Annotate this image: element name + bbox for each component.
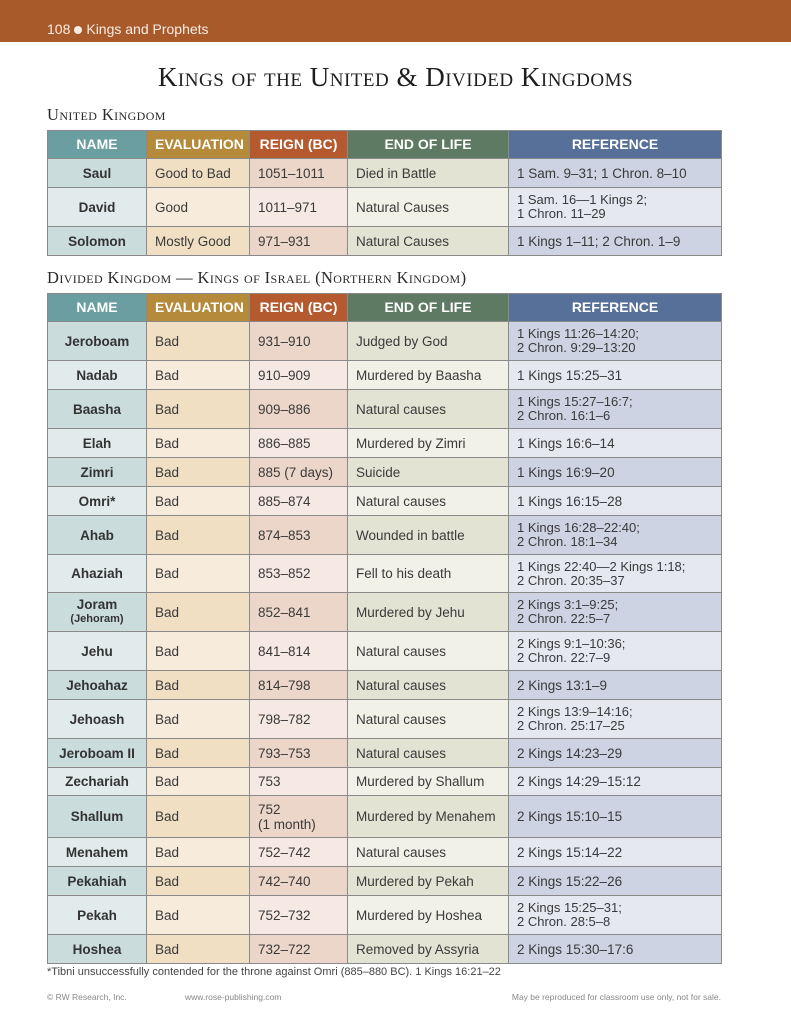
- king-name: Menahem: [65, 844, 129, 860]
- reference-cell: [509, 700, 722, 739]
- reference-line: 2 Chron. 22:7–9: [517, 650, 611, 665]
- king-name-cell: [48, 838, 147, 867]
- end-of-life-text: Natural Causes: [356, 199, 450, 215]
- reference-line: 1 Chron. 11–29: [517, 206, 606, 221]
- reign-text: 909–886: [258, 401, 311, 417]
- table-row: [48, 593, 722, 632]
- reference-cell: [509, 487, 722, 516]
- king-name-cell: [48, 896, 147, 935]
- reign-cell: [250, 458, 348, 487]
- divided-kingdom-table: [47, 293, 722, 964]
- evaluation-cell: [147, 838, 250, 867]
- evaluation-text: Bad: [155, 604, 180, 620]
- end-of-life-cell: [348, 700, 509, 739]
- reference-line: 1 Kings 11:26–14:20;: [517, 326, 639, 341]
- reference-line: 1 Kings 15:25–31: [517, 367, 623, 383]
- king-name: Joram: [76, 597, 118, 612]
- reference-cell: [509, 671, 722, 700]
- reference-line: 1 Kings 16:9–20: [517, 464, 615, 480]
- end-of-life-cell: [348, 458, 509, 487]
- evaluation-cell: [147, 458, 250, 487]
- king-name-cell: [48, 700, 147, 739]
- king-name-cell: [48, 458, 147, 487]
- column-header-name: NAME: [48, 131, 147, 159]
- evaluation-text: Bad: [155, 941, 180, 957]
- end-of-life-cell: [348, 671, 509, 700]
- reference-line: 2 Kings 15:22–26: [517, 873, 623, 889]
- reign-cell: [250, 361, 348, 390]
- reference-line: 1 Kings 16:6–14: [517, 435, 615, 451]
- column-header-end-of-life: END OF LIFE: [348, 131, 509, 159]
- evaluation-cell: [147, 429, 250, 458]
- reference-line: 1 Kings 22:40—2 Kings 1:18;: [517, 558, 686, 574]
- table-row: [48, 159, 722, 188]
- table-row: [48, 227, 722, 256]
- king-name: Saul: [82, 165, 112, 181]
- reign-text: 752–732: [258, 907, 311, 923]
- reign-text: 853–852: [258, 566, 311, 581]
- king-name-cell: [48, 227, 147, 256]
- end-of-life-cell: [348, 487, 509, 516]
- end-of-life-cell: [348, 555, 509, 593]
- reign-cell: [250, 322, 348, 361]
- reign-text: 798–782: [258, 711, 311, 727]
- reign-cell: [250, 593, 348, 632]
- table-row: [48, 838, 722, 867]
- evaluation-cell: [147, 487, 250, 516]
- reign-text: 885 (7 days): [258, 464, 334, 480]
- end-of-life-cell: [348, 768, 509, 796]
- evaluation-text: Bad: [155, 844, 180, 860]
- end-of-life-cell: [348, 593, 509, 632]
- table-row: [48, 896, 722, 935]
- king-name-cell: [48, 632, 147, 671]
- end-of-life-cell: [348, 429, 509, 458]
- reign-cell: [250, 390, 348, 429]
- reference-line: 1 Sam. 16—1 Kings 2;: [517, 192, 648, 207]
- evaluation-cell: [147, 390, 250, 429]
- reference-cell: [509, 796, 722, 838]
- king-name-cell: [48, 361, 147, 390]
- end-of-life-text: Murdered by Jehu: [356, 604, 465, 620]
- column-header-name: NAME: [48, 294, 147, 322]
- reference-line: 1 Kings 16:28–22:40;: [517, 520, 640, 535]
- reign-cell: [250, 487, 348, 516]
- king-name-cell: [48, 671, 147, 700]
- evaluation-text: Bad: [155, 367, 180, 383]
- king-name: David: [78, 199, 116, 215]
- end-of-life-text: Murdered by Zimri: [356, 435, 466, 451]
- table-row: [48, 322, 722, 361]
- reign-cell: [250, 700, 348, 739]
- king-name-cell: [48, 390, 147, 429]
- end-of-life-text: Natural causes: [356, 745, 447, 761]
- table-row: [48, 739, 722, 768]
- reference-line: 2 Kings 14:23–29: [517, 745, 623, 761]
- reign-cell: [250, 429, 348, 458]
- reference-line: 2 Chron. 9:29–13:20: [517, 340, 636, 355]
- evaluation-text: Bad: [155, 333, 180, 349]
- reference-cell: [509, 159, 722, 188]
- king-name: Shallum: [70, 809, 124, 824]
- king-name: Zechariah: [65, 774, 129, 789]
- end-of-life-cell: [348, 935, 509, 964]
- reign-text: 971–931: [258, 233, 311, 249]
- end-of-life-text: Murdered by Hoshea: [356, 907, 483, 923]
- evaluation-text: Bad: [155, 873, 180, 889]
- end-of-life-text: Natural causes: [356, 844, 447, 860]
- footnote: *Tibni unsuccessfully contended for the throne against Omri (885–880 BC). 1 Kings 16:21–22: [47, 966, 501, 978]
- king-name-cell: [48, 796, 147, 838]
- end-of-life-text: Suicide: [356, 464, 401, 480]
- reference-cell: [509, 593, 722, 632]
- end-of-life-cell: [348, 896, 509, 935]
- evaluation-cell: [147, 700, 250, 739]
- table-row: [48, 935, 722, 964]
- evaluation-text: Bad: [155, 527, 180, 543]
- column-header-reference: REFERENCE: [509, 131, 722, 159]
- evaluation-cell: [147, 227, 250, 256]
- reference-line: 2 Kings 9:1–10:36;: [517, 636, 626, 651]
- king-name-cell: [48, 768, 147, 796]
- reference-line: 2 Chron. 18:1–34: [517, 534, 618, 549]
- reference-line: 2 Kings 15:30–17:6: [517, 941, 634, 957]
- reign-text: 886–885: [258, 435, 311, 451]
- end-of-life-text: Murdered by Pekah: [356, 873, 474, 889]
- end-of-life-cell: [348, 516, 509, 555]
- king-name: Omri*: [78, 493, 116, 509]
- king-name-cell: [48, 429, 147, 458]
- evaluation-cell: [147, 516, 250, 555]
- reference-line: 1 Kings 15:27–16:7;: [517, 394, 633, 409]
- column-header-reign: REIGN (BC): [250, 294, 348, 322]
- end-of-life-cell: [348, 867, 509, 896]
- evaluation-text: Good: [155, 199, 189, 215]
- reproduction-notice: May be reproduced for classroom use only, not for sale.: [511, 992, 721, 1002]
- king-name-cell: [48, 555, 147, 593]
- king-name: Zimri: [80, 464, 114, 480]
- table-row: [48, 390, 722, 429]
- evaluation-text: Bad: [155, 745, 180, 761]
- evaluation-text: Bad: [155, 677, 180, 693]
- end-of-life-text: Natural causes: [356, 493, 447, 509]
- table-row: [48, 516, 722, 555]
- evaluation-cell: [147, 322, 250, 361]
- evaluation-text: Good to Bad: [155, 165, 231, 181]
- evaluation-cell: [147, 896, 250, 935]
- evaluation-cell: [147, 867, 250, 896]
- evaluation-cell: [147, 159, 250, 188]
- end-of-life-text: Natural causes: [356, 401, 447, 417]
- column-header-end-of-life: END OF LIFE: [348, 294, 509, 322]
- end-of-life-cell: [348, 188, 509, 227]
- reign-text: 752: [258, 801, 281, 817]
- evaluation-text: Bad: [155, 493, 180, 509]
- reign-text: 742–740: [258, 873, 311, 889]
- evaluation-cell: [147, 739, 250, 768]
- page-title: Kings of the United & Divided Kingdoms: [157, 62, 634, 92]
- reign-cell: [250, 838, 348, 867]
- table-row: [48, 361, 722, 390]
- table-header-row: [48, 294, 722, 322]
- reference-line: 2 Kings 15:25–31;: [517, 900, 622, 915]
- reign-cell: [250, 516, 348, 555]
- table-header-row: [48, 131, 722, 159]
- end-of-life-text: Natural causes: [356, 711, 447, 727]
- reference-line: 2 Chron. 28:5–8: [517, 914, 611, 929]
- end-of-life-cell: [348, 796, 509, 838]
- evaluation-text: Bad: [155, 711, 180, 727]
- table-row: [48, 188, 722, 227]
- end-of-life-cell: [348, 361, 509, 390]
- reign-text: 732–722: [258, 941, 311, 957]
- page-breadcrumb: [47, 21, 209, 37]
- evaluation-text: Bad: [155, 774, 180, 789]
- united-kingdom-table: [47, 130, 722, 256]
- page-number: 108: [47, 21, 71, 37]
- king-name: Ahaziah: [71, 566, 123, 581]
- reference-cell: [509, 390, 722, 429]
- reign-text: 1011–971: [258, 199, 318, 215]
- reference-cell: [509, 227, 722, 256]
- end-of-life-text: Natural Causes: [356, 233, 450, 249]
- reference-line: 2 Kings 13:1–9: [517, 677, 608, 693]
- end-of-life-text: Judged by God: [356, 333, 448, 349]
- copyright: © RW Research, Inc.: [47, 992, 127, 1002]
- evaluation-text: Bad: [155, 464, 180, 480]
- evaluation-cell: [147, 768, 250, 796]
- king-name: Jehoahaz: [66, 677, 128, 693]
- end-of-life-text: Murdered by Menahem: [356, 809, 496, 824]
- reign-text: 931–910: [258, 333, 311, 349]
- reign-text: 1051–1011: [258, 165, 325, 181]
- reign-cell: [250, 768, 348, 796]
- reign-cell: [250, 555, 348, 593]
- king-name-cell: [48, 739, 147, 768]
- reference-line: 1 Sam. 9–31; 1 Chron. 8–10: [517, 165, 687, 181]
- reign-text: 753: [258, 774, 281, 789]
- reign-cell: [250, 671, 348, 700]
- reign-text: 852–841: [258, 604, 311, 620]
- king-name: Pekahiah: [67, 873, 127, 889]
- reign-text: 793–753: [258, 745, 311, 761]
- reign-text: 885–874: [258, 493, 311, 509]
- reign-text: 910–909: [258, 367, 311, 383]
- evaluation-cell: [147, 935, 250, 964]
- king-name: Jehu: [81, 643, 113, 659]
- reference-line: 2 Kings 15:10–15: [517, 809, 623, 824]
- reference-line: 2 Kings 14:29–15:12: [517, 774, 641, 789]
- reign-cell: [250, 188, 348, 227]
- table-row: [48, 768, 722, 796]
- reference-line: 2 Kings 15:14–22: [517, 844, 623, 860]
- reference-cell: [509, 322, 722, 361]
- reign-text: 874–853: [258, 527, 311, 543]
- reference-line: 2 Kings 13:9–14:16;: [517, 704, 633, 719]
- reference-line: 2 Chron. 22:5–7: [517, 611, 611, 626]
- end-of-life-text: Died in Battle: [356, 165, 437, 181]
- reference-line: 2 Kings 3:1–9:25;: [517, 597, 619, 612]
- reference-cell: [509, 555, 722, 593]
- king-name: Jeroboam II: [59, 745, 135, 761]
- reference-cell: [509, 896, 722, 935]
- reign-cell: [250, 632, 348, 671]
- column-header-evaluation: EVALUATION: [147, 131, 250, 159]
- section-name: Kings and Prophets: [86, 21, 209, 37]
- table-row: [48, 700, 722, 739]
- king-name-cell: [48, 516, 147, 555]
- king-name-cell: [48, 593, 147, 632]
- reign-cell: [250, 796, 348, 838]
- table-row: [48, 429, 722, 458]
- end-of-life-cell: [348, 739, 509, 768]
- king-name: Ahab: [80, 527, 114, 543]
- evaluation-cell: [147, 796, 250, 838]
- evaluation-cell: [147, 188, 250, 227]
- reign-text: 841–814: [258, 643, 311, 659]
- king-alt-name: (Jehoram): [70, 613, 124, 625]
- evaluation-text: Bad: [155, 809, 180, 824]
- end-of-life-text: Murdered by Shallum: [356, 774, 485, 789]
- column-header-reference: REFERENCE: [509, 294, 722, 322]
- reference-cell: [509, 516, 722, 555]
- table-row: [48, 796, 722, 838]
- king-name: Pekah: [77, 907, 117, 923]
- table-row: [48, 487, 722, 516]
- end-of-life-text: Fell to his death: [356, 566, 452, 581]
- reference-cell: [509, 838, 722, 867]
- king-name: Jehoash: [69, 711, 125, 727]
- reference-line: 2 Chron. 25:17–25: [517, 718, 625, 733]
- king-name-cell: [48, 867, 147, 896]
- reign-cell: [250, 935, 348, 964]
- king-name: Elah: [82, 435, 112, 451]
- reference-line: 2 Chron. 16:1–6: [517, 408, 611, 423]
- evaluation-text: Bad: [155, 435, 180, 451]
- reference-line: 2 Chron. 20:35–37: [517, 572, 625, 588]
- table-row: [48, 632, 722, 671]
- website: www.rose-publishing.com: [185, 992, 282, 1002]
- king-name: Nadab: [76, 367, 118, 383]
- table-row: [48, 555, 722, 593]
- reign-cell: [250, 227, 348, 256]
- table-row: [48, 671, 722, 700]
- reference-cell: [509, 188, 722, 227]
- end-of-life-cell: [348, 159, 509, 188]
- end-of-life-cell: [348, 322, 509, 361]
- king-name: Solomon: [68, 233, 126, 249]
- evaluation-text: Bad: [155, 401, 180, 417]
- evaluation-cell: [147, 555, 250, 593]
- evaluation-cell: [147, 361, 250, 390]
- king-name-cell: [48, 322, 147, 361]
- end-of-life-cell: [348, 390, 509, 429]
- king-name: Baasha: [72, 401, 122, 417]
- end-of-life-cell: [348, 838, 509, 867]
- reference-cell: [509, 739, 722, 768]
- reign-cell: [250, 739, 348, 768]
- reign-cell: [250, 896, 348, 935]
- end-of-life-cell: [348, 227, 509, 256]
- bullet-icon: [74, 26, 82, 34]
- reign-text: 814–798: [258, 677, 311, 693]
- evaluation-cell: [147, 671, 250, 700]
- king-name-cell: [48, 159, 147, 188]
- reference-cell: [509, 429, 722, 458]
- end-of-life-text: Removed by Assyria: [356, 941, 480, 957]
- end-of-life-text: Natural causes: [356, 677, 447, 693]
- evaluation-text: Bad: [155, 566, 180, 581]
- king-name: Jeroboam: [64, 333, 130, 349]
- king-name-cell: [48, 935, 147, 964]
- evaluation-text: Bad: [155, 907, 180, 923]
- king-name: Hoshea: [72, 941, 122, 957]
- table-row: [48, 458, 722, 487]
- king-name-cell: [48, 188, 147, 227]
- reference-cell: [509, 361, 722, 390]
- king-name-cell: [48, 487, 147, 516]
- column-header-reign: REIGN (BC): [250, 131, 348, 159]
- reference-line: 1 Kings 1–11; 2 Chron. 1–9: [517, 233, 681, 249]
- reign-text: 752–742: [258, 844, 311, 860]
- evaluation-cell: [147, 632, 250, 671]
- reference-cell: [509, 458, 722, 487]
- reign-cell: [250, 159, 348, 188]
- reference-cell: [509, 632, 722, 671]
- end-of-life-text: Wounded in battle: [356, 527, 465, 543]
- table-row: [48, 867, 722, 896]
- end-of-life-cell: [348, 632, 509, 671]
- end-of-life-text: Murdered by Baasha: [356, 367, 482, 383]
- reference-line: 1 Kings 16:15–28: [517, 493, 623, 509]
- reference-cell: [509, 867, 722, 896]
- united-kingdom-heading: United Kingdom: [47, 105, 166, 124]
- page-header-bar: [0, 0, 791, 42]
- reference-cell: [509, 768, 722, 796]
- column-header-evaluation: EVALUATION: [147, 294, 250, 322]
- reign-duration: (1 month): [258, 816, 316, 832]
- evaluation-text: Mostly Good: [155, 233, 231, 249]
- reference-cell: [509, 935, 722, 964]
- reign-cell: [250, 867, 348, 896]
- evaluation-text: Bad: [155, 643, 180, 659]
- evaluation-cell: [147, 593, 250, 632]
- end-of-life-text: Natural causes: [356, 643, 447, 659]
- divided-kingdom-heading: Divided Kingdom — Kings of Israel (Northern Kingdom): [47, 268, 467, 287]
